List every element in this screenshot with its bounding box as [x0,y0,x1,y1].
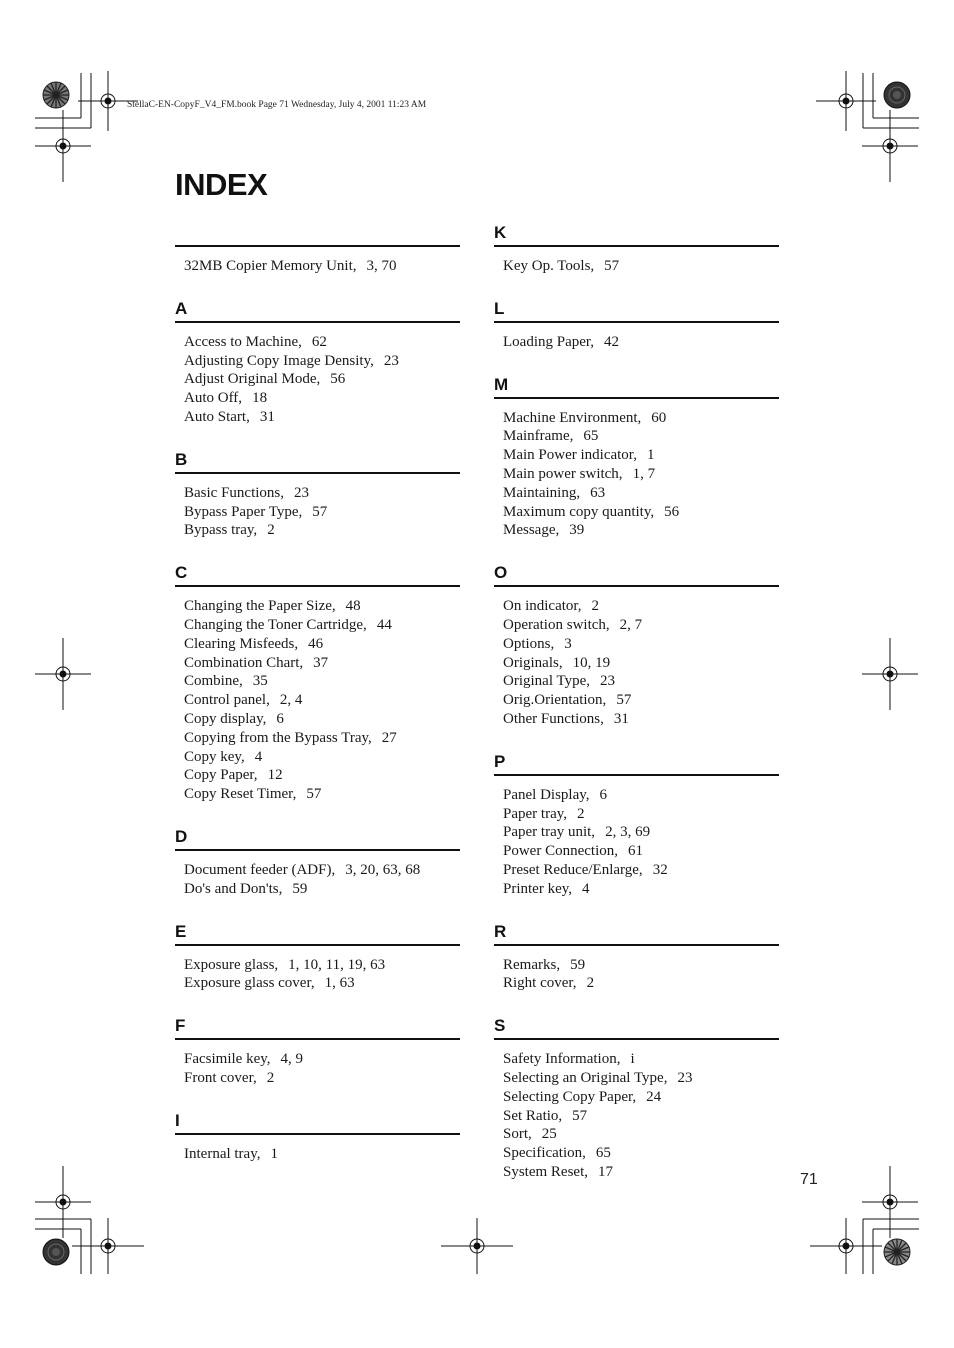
crosshair-icon [72,1218,144,1274]
index-entry [503,974,779,993]
index-term: Combination Chart, [184,654,304,671]
index-entry [184,257,460,276]
index-page-refs: 46 [308,635,324,652]
index-entry-list [494,247,779,296]
section-letter: L [494,298,505,318]
index-term: On indicator, [503,598,582,615]
crosshair-icon [862,638,918,710]
index-section [175,919,460,1014]
index-entry [503,635,779,654]
index-entry [184,654,460,673]
index-entry [503,616,779,635]
index-page-refs: 65 [595,1145,611,1162]
index-term: Maintaining, [503,484,581,501]
index-page-refs: 2, 3, 69 [605,824,651,841]
index-page-refs: 2 [591,598,600,615]
index-entry [184,408,460,427]
index-entry-list [175,851,460,919]
index-term: Orig.Orientation, [503,692,607,709]
index-entry [503,710,779,729]
star-target-icon [884,82,910,108]
index-section [175,824,460,919]
index-page-refs: 1, 10, 11, 19, 63 [288,956,386,973]
index-entry [184,333,460,352]
index-entry-list [494,587,779,749]
section-letter: B [175,449,188,469]
index-page-refs: 10, 19 [572,654,611,671]
index-section [494,220,779,296]
index-term: Bypass tray, [184,522,258,539]
index-entry [503,446,779,465]
index-term: Right cover, [503,975,577,992]
index-page-refs: 4 [254,748,263,765]
index-term: Control panel, [184,692,270,709]
index-entry [184,729,460,748]
index-entry [184,352,460,371]
index-entry [184,1145,460,1164]
index-entry [503,823,779,842]
index-term: Paper tray unit, [503,824,596,841]
index-section [175,1013,460,1108]
index-page-refs: 25 [541,1126,557,1143]
index-entry-list [175,1040,460,1108]
index-entry [503,956,779,975]
index-term: Sort, [503,1126,532,1143]
index-entry [503,1125,779,1144]
index-page-refs: 60 [651,409,667,426]
crosshair-icon [35,110,91,182]
star-target-icon [43,1239,69,1265]
index-term: Paper tray, [503,805,567,822]
index-page-refs: 57 [312,503,328,520]
index-page-refs: 42 [604,333,620,350]
index-term: Do's and Don'ts, [184,880,283,897]
index-entry-list [175,247,460,296]
index-entry-list [494,1040,779,1202]
index-entry [184,484,460,503]
index-page-refs: 23 [600,673,615,690]
index-term: Original Type, [503,673,590,690]
index-page-refs: 2 [577,805,585,822]
index-term: Mainframe, [503,428,574,445]
index-page-refs: 57 [306,786,322,803]
index-page-refs: 23 [294,484,309,501]
index-entry [184,616,460,635]
crosshair-icon [816,71,876,131]
index-entry [503,597,779,616]
index-entry [184,691,460,710]
index-term: Document feeder (ADF), [184,861,336,878]
section-letter: R [494,921,507,941]
index-section [175,245,460,296]
index-entry [184,503,460,522]
index-term: Changing the Toner Cartridge, [184,616,367,633]
index-entry [184,880,460,899]
index-entry [503,786,779,805]
index-term: Exposure glass, [184,956,279,973]
index-term: Preset Reduce/Enlarge, [503,861,643,878]
index-term: Other Functions, [503,710,604,727]
index-page-refs: 4 [582,880,590,897]
index-term: Exposure glass cover, [184,975,315,992]
index-entry [184,974,460,993]
index-entry [503,691,779,710]
index-entry [503,1144,779,1163]
index-page-refs: 31 [259,408,275,425]
star-target-icon [43,82,69,108]
section-letter: S [494,1016,506,1036]
index-page-refs: i [630,1051,635,1068]
index-page-refs: 27 [381,729,397,746]
index-section [494,749,779,919]
crosshair-icon [862,1166,918,1238]
index-term: Panel Display, [503,786,590,803]
index-page-refs: 61 [627,843,643,860]
index-term: Access to Machine, [184,333,302,350]
index-term: Main Power indicator, [503,447,637,464]
index-term: Copy Paper, [184,767,258,784]
index-page-refs: 59 [570,956,586,973]
index-page-refs: 32 [652,861,668,878]
index-term: Auto Off, [184,390,243,407]
section-letter: M [494,374,509,394]
index-entry [184,766,460,785]
page-title: INDEX [175,167,268,202]
index-page-refs: 4, 9 [280,1051,304,1068]
index-entry [503,654,779,673]
index-term: Clearing Misfeeds, [184,635,299,652]
index-entry [503,1050,779,1069]
index-page-refs: 1 [270,1145,278,1162]
index-page-refs: 24 [646,1088,662,1105]
index-entry [503,521,779,540]
index-section [175,1108,460,1184]
index-term: Bypass Paper Type, [184,503,303,520]
index-term: Copying from the Bypass Tray, [184,729,372,746]
index-term: Copy display, [184,710,267,727]
index-entry-list [175,946,460,1014]
index-entry [503,257,779,276]
index-section [494,919,779,1014]
index-entry [503,1088,779,1107]
index-entry [184,635,460,654]
index-term: Copy key, [184,748,245,765]
index-page-refs: 2, 4 [279,692,303,709]
index-page-refs: 2 [267,522,275,539]
index-page-refs: 17 [598,1163,613,1180]
index-section [494,296,779,372]
crosshair-icon [862,110,918,182]
index-term: Maximum copy quantity, [503,503,655,520]
index-entry [184,956,460,975]
index-page-refs: 35 [252,673,268,690]
index-entry [184,521,460,540]
index-page-refs: 56 [664,503,680,520]
section-letter: F [175,1016,186,1036]
index-entry [503,861,779,880]
index-page-refs: 3, 70 [366,258,397,274]
index-term: Selecting Copy Paper, [503,1088,637,1105]
index-page-refs: 39 [569,522,585,539]
index-entry [503,672,779,691]
index-term: Adjusting Copy Image Density, [184,352,374,369]
index-page-refs: 63 [590,484,606,501]
index-term: Loading Paper, [503,333,595,350]
index-page-refs: 1, 63 [324,975,355,992]
page-number: 71 [800,1171,818,1188]
index-page-refs: 37 [313,654,329,671]
index-term: Operation switch, [503,616,610,633]
index-page-refs: 59 [292,880,308,897]
index-term: Specification, [503,1145,586,1162]
index-entry-list [494,323,779,372]
index-page-refs: 23 [677,1069,693,1086]
index-page-refs: 62 [311,333,327,350]
crosshair-icon [35,1166,91,1238]
index-page-refs: 31 [613,710,629,727]
index-term: Facsimile key, [184,1051,271,1068]
index-page-refs: 2 [586,975,595,992]
index-entry [503,1107,779,1126]
index-term: Remarks, [503,956,561,973]
index-page-refs: 2 [266,1069,275,1086]
index-entry-list [494,776,779,919]
section-letter: I [175,1110,180,1130]
index-entry-list [494,946,779,1014]
index-entry [184,389,460,408]
index-term: Power Connection, [503,843,618,860]
index-entry [503,880,779,899]
index-page-refs: 56 [330,371,346,388]
section-letter: D [175,826,188,846]
section-letter: K [494,223,507,242]
star-target-icon [884,1239,910,1265]
index-entry [503,484,779,503]
index-entry [503,1163,779,1182]
index-page-refs: 65 [583,428,599,445]
index-column-right [494,220,779,1202]
index-entry [184,785,460,804]
index-term: Safety Information, [503,1051,621,1068]
index-entry [184,861,460,880]
index-page-refs: 18 [252,390,268,407]
index-page-refs: 2, 7 [619,616,643,633]
index-term: Message, [503,522,560,539]
index-section [175,560,460,824]
index-page-refs: 23 [383,352,399,369]
section-letter: A [175,298,188,318]
index-term: Front cover, [184,1069,257,1086]
index-page-refs: 1 [646,447,655,464]
index-entry [503,805,779,824]
crosshair-icon [35,638,91,710]
index-entry [503,1069,779,1088]
index-entry [503,409,779,428]
index-page-refs: 12 [267,767,283,784]
index-section [494,560,779,749]
index-section [494,372,779,561]
index-term: Main power switch, [503,465,623,482]
index-term: Machine Environment, [503,409,642,426]
index-entry [184,1069,460,1088]
index-page-refs: 3 [564,635,572,652]
index-term: Internal tray, [184,1145,261,1162]
index-term: Set Ratio, [503,1107,563,1124]
index-term: Printer key, [503,880,573,897]
index-term: Copy Reset Timer, [184,786,297,803]
index-entry [503,333,779,352]
index-section [175,447,460,560]
index-term: Originals, [503,654,563,671]
index-entry [503,503,779,522]
index-page-refs: 57 [572,1107,588,1124]
index-term: Changing the Paper Size, [184,598,336,615]
index-section [494,1013,779,1202]
index-column-left [175,245,460,1184]
index-page-refs: 44 [376,616,392,633]
index-entry [503,427,779,446]
index-term: System Reset, [503,1163,588,1180]
index-entry-list [175,587,460,824]
section-letter: O [494,563,508,583]
index-term: Options, [503,635,555,652]
index-entry [184,1050,460,1069]
index-entry-list [175,1135,460,1184]
index-term: 32MB Copier Memory Unit, [184,258,357,274]
index-term: Auto Start, [184,408,250,425]
crosshair-icon [441,1218,513,1274]
index-section [175,296,460,447]
index-entry-list [175,474,460,560]
index-page-refs: 57 [616,692,632,709]
index-entry-list [175,323,460,447]
index-entry [184,710,460,729]
index-page-refs: 48 [345,598,361,615]
index-term: Combine, [184,673,243,690]
index-entry-list [494,399,779,561]
index-entry [184,597,460,616]
crosshair-icon [810,1218,882,1274]
index-page-refs: 3, 20, 63, 68 [345,861,421,878]
index-term: Selecting an Original Type, [503,1069,668,1086]
section-letter: C [175,563,188,583]
section-letter: P [494,751,506,771]
index-page-refs: 6 [276,710,284,727]
index-page-refs: 6 [599,786,608,803]
index-page-refs: 57 [604,258,620,274]
section-letter: E [175,921,187,941]
index-entry [184,370,460,389]
file-info-line: StellaC-EN-CopyF_V4_FM.book Page 71 Wednesday, July 4, 2001 11:23 AM [127,100,427,110]
index-page-refs: 1, 7 [632,465,656,482]
index-term: Key Op. Tools, [503,258,595,274]
index-entry [503,465,779,484]
index-term: Basic Functions, [184,484,284,501]
index-term: Adjust Original Mode, [184,371,321,388]
index-entry [184,672,460,691]
index-entry [184,748,460,767]
index-entry [503,842,779,861]
